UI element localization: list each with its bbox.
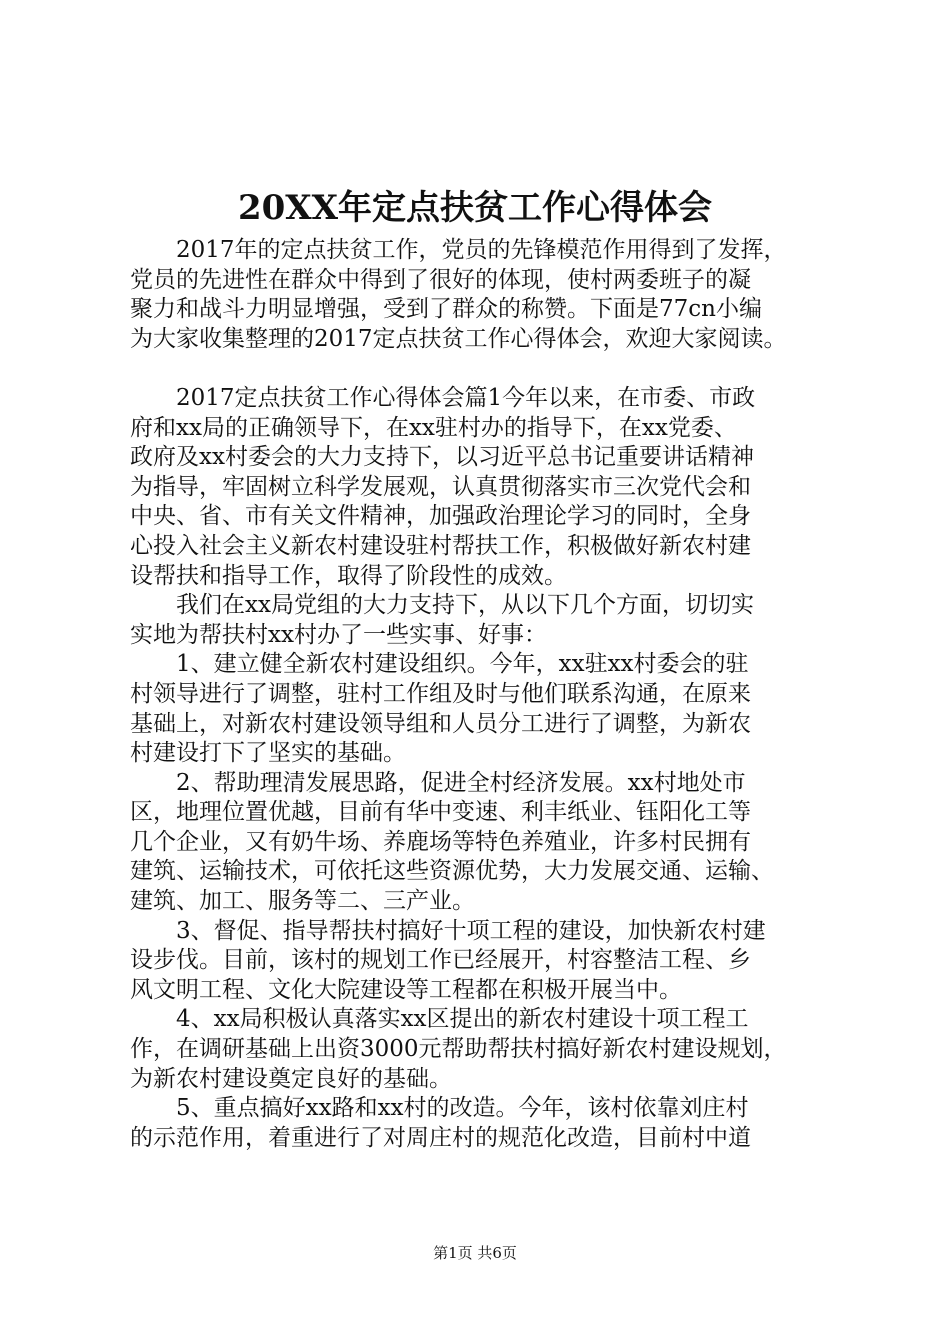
paragraph-line: 2017年的定点扶贫工作，党员的先锋模范作用得到了发挥， bbox=[130, 237, 787, 263]
paragraph-line: 几个企业，又有奶牛场、养鹿场等特色养殖业，许多村民拥有 bbox=[130, 828, 751, 855]
page-footer: 第1页 共6页 bbox=[433, 1244, 517, 1262]
paragraph-line: 设帮扶和指导工作，取得了阶段性的成效。 bbox=[130, 562, 567, 589]
paragraph-line: 4、xx局积极认真落实xx区提出的新农村建设十项工程工 bbox=[130, 1006, 749, 1033]
paragraph-line: 村建设打下了坚实的基础。 bbox=[130, 740, 406, 767]
paragraph-line: 1、建立健全新农村建设组织。今年，xx驻xx村委会的驻 bbox=[130, 651, 749, 678]
paragraph-line: 为大家收集整理的2017定点扶贫工作心得体会，欢迎大家阅读。 bbox=[130, 325, 787, 352]
paragraph-line: 党员的先进性在群众中得到了很好的体现，使村两委班子的凝 bbox=[130, 266, 751, 293]
paragraph-line: 为新农村建设奠定良好的基础。 bbox=[130, 1065, 452, 1092]
paragraph-line: 区，地理位置优越，目前有华中变速、利丰纸业、钰阳化工等 bbox=[130, 799, 751, 826]
paragraph-line: 基础上，对新农村建设领导组和人员分工进行了调整，为新农 bbox=[130, 710, 751, 737]
paragraph-line: 实地为帮扶村xx村办了一些实事、好事： bbox=[130, 621, 547, 648]
paragraph-line: 心投入社会主义新农村建设驻村帮扶工作，积极做好新农村建 bbox=[130, 532, 751, 559]
paragraph-line: 政府及xx村委会的大力支持下，以习近平总书记重要讲话精神 bbox=[130, 444, 754, 471]
paragraph-line: 3、督促、指导帮扶村搞好十项工程的建设，加快新农村建 bbox=[130, 917, 766, 944]
document-title: 20XX年定点扶贫工作心得体会 bbox=[237, 188, 713, 228]
paragraph-line: 的示范作用，着重进行了对周庄村的规范化改造，目前村中道 bbox=[130, 1124, 751, 1151]
paragraph-line: 我们在xx局党组的大力支持下，从以下几个方面，切切实 bbox=[130, 592, 754, 619]
document-body bbox=[130, 236, 835, 1153]
paragraph-line: 2、帮助理清发展思路，促进全村经济发展。xx村地处市 bbox=[130, 769, 746, 796]
paragraph-line: 府和xx局的正确领导下，在xx驻村办的指导下，在xx党委、 bbox=[130, 414, 737, 441]
paragraph-line: 为指导，牢固树立科学发展观，认真贯彻落实市三次党代会和 bbox=[130, 473, 751, 500]
paragraph-line: 中央、省、市有关文件精神，加强政治理论学习的同时，全身 bbox=[130, 503, 751, 530]
paragraph-line: 村领导进行了调整，驻村工作组及时与他们联系沟通，在原来 bbox=[130, 680, 751, 707]
paragraph-line: 风文明工程、文化大院建设等工程都在积极开展当中。 bbox=[130, 976, 682, 1003]
paragraph-line: 作，在调研基础上出资3000元帮助帮扶村搞好新农村建设规划， bbox=[130, 1036, 787, 1063]
blank-line bbox=[130, 354, 835, 384]
paragraph-line: 5、重点搞好xx路和xx村的改造。今年，该村依靠刘庄村 bbox=[130, 1095, 749, 1122]
paragraph-line: 2017定点扶贫工作心得体会篇1今年以来，在市委、市政 bbox=[130, 384, 756, 411]
paragraph-line: 设步伐。目前，该村的规划工作已经展开，村容整洁工程、乡 bbox=[130, 947, 751, 974]
paragraph-line: 建筑、加工、服务等二、三产业。 bbox=[130, 888, 475, 915]
paragraph-line: 聚力和战斗力明显增强，受到了群众的称赞。下面是77cn小编 bbox=[130, 296, 762, 323]
paragraph-line: 建筑、运输技术，可依托这些资源优势，大力发展交通、运输、 bbox=[130, 858, 774, 885]
